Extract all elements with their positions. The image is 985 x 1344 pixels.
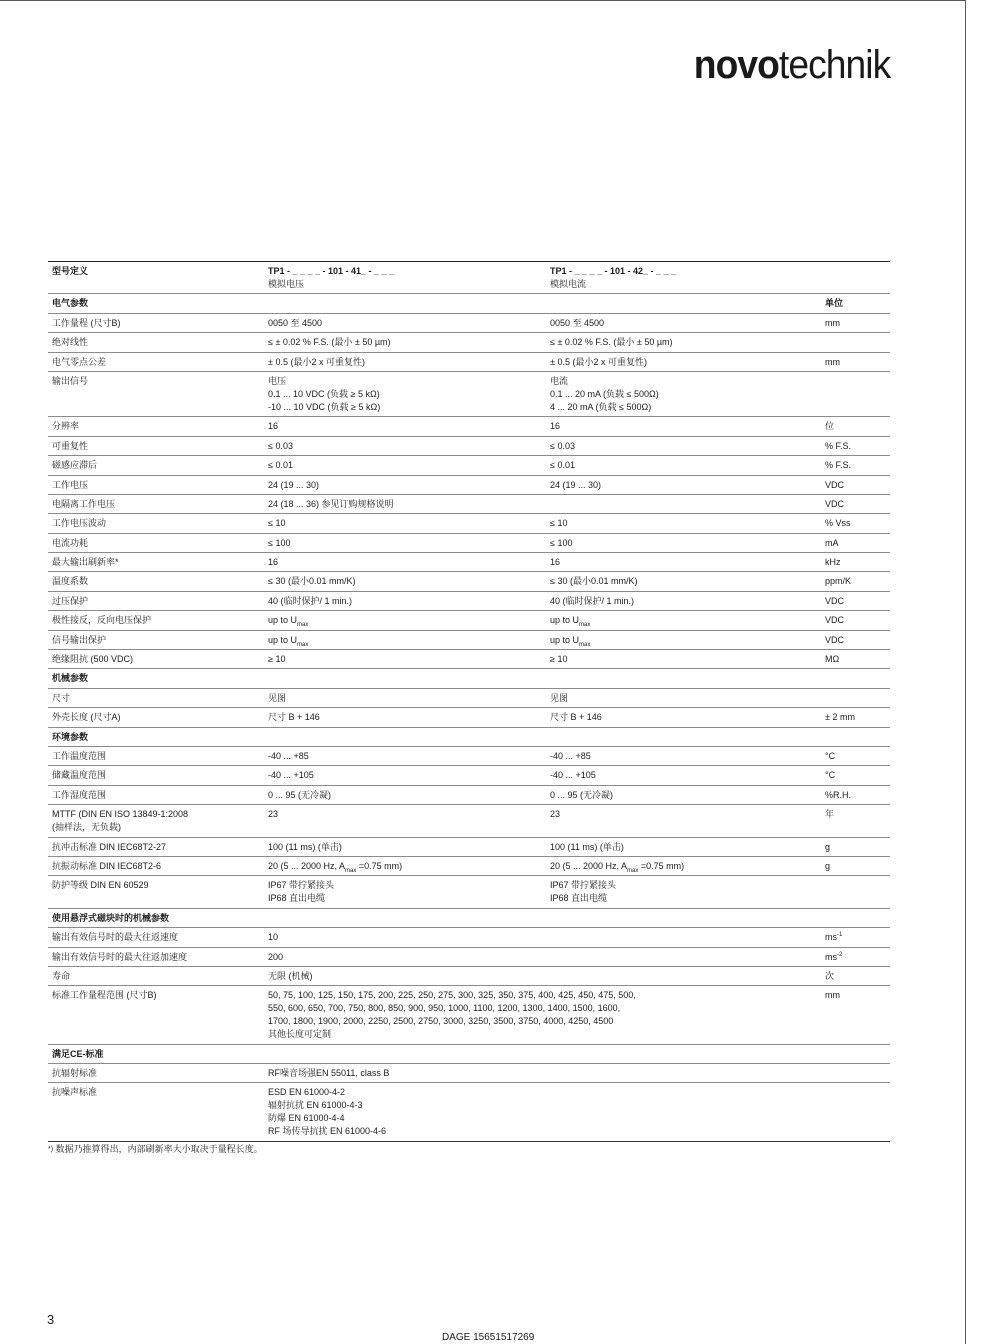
- unit-exponent: -2: [837, 951, 843, 958]
- voltage-value: [264, 856, 546, 875]
- unit: VDC: [821, 475, 890, 494]
- voltage-value: ≤ 0.03: [264, 436, 546, 455]
- current-value: 见图: [546, 688, 821, 707]
- unit: 位: [821, 417, 890, 436]
- current-value: [546, 876, 821, 908]
- value-line: 0.1 ... 10 VDC (负载 ≥ 5 kΩ): [268, 388, 380, 399]
- voltage-value: 16: [264, 417, 546, 436]
- value: [264, 1083, 821, 1141]
- unit: mm: [821, 313, 890, 332]
- current-value: ≤ 30 (最小0.01 mm/K): [546, 572, 821, 591]
- param-label: 极性接反，反向电压保护: [48, 611, 264, 630]
- empty-cell: [264, 908, 546, 927]
- spec-row: [48, 805, 890, 837]
- empty-cell: [821, 1083, 890, 1141]
- unit: °C: [821, 766, 890, 785]
- model-current-type: 模拟电流: [550, 279, 587, 289]
- param-label: 过压保护: [48, 591, 264, 610]
- unit: 次: [821, 966, 890, 985]
- empty-cell: [546, 294, 821, 313]
- page-number: 3: [47, 1312, 55, 1327]
- spec-row: [48, 708, 890, 727]
- param-label: 标准工作量程范围 (尺寸B): [48, 986, 264, 1044]
- voltage-value: 100 (11 ms) (单击): [264, 837, 546, 856]
- param-label: 电隔离工作电压: [48, 494, 264, 513]
- value-line: IP67 带拧紧接头: [550, 880, 617, 891]
- unit: g: [821, 837, 890, 856]
- current-value: 23: [546, 805, 821, 837]
- section-row: [48, 294, 890, 313]
- logo-light-part: technik: [778, 43, 890, 87]
- unit: kHz: [821, 553, 890, 572]
- voltage-value: ≤ 10: [264, 514, 546, 533]
- unit: mA: [821, 533, 890, 552]
- current-value: 40 (临时保护/ 1 min.): [546, 591, 821, 610]
- model-definition-row: [48, 262, 890, 294]
- current-value: [546, 630, 821, 649]
- model-definition-label: 型号定义: [48, 262, 264, 294]
- spec-row: [48, 533, 890, 552]
- current-value: ≤ 0.01: [546, 456, 821, 475]
- current-value: ≤ 0.03: [546, 436, 821, 455]
- value-line: 4 ... 20 mA (负载 ≤ 500Ω): [550, 401, 652, 412]
- unit: VDC: [821, 630, 890, 649]
- value-text: up to U: [550, 615, 580, 626]
- empty-cell: [821, 1064, 890, 1083]
- value-line: ESD EN 61000-4-2: [268, 1087, 346, 1098]
- section-row: [48, 727, 890, 746]
- voltage-value: 见图: [264, 688, 546, 707]
- label-line: (抽样法，无负载): [52, 822, 121, 833]
- section-row: [48, 1044, 890, 1063]
- value-subscript: max: [297, 641, 309, 648]
- unit: °C: [821, 746, 890, 765]
- value-line: 550, 600, 650, 700, 750, 800, 850, 900, 950, 1000, 1100, 1200, 1300, 1400, 1500, 1600,: [268, 1003, 621, 1014]
- spec-row: [48, 785, 890, 804]
- value-line: RF 场传导抗扰 EN 61000-4-6: [268, 1126, 387, 1137]
- voltage-value: 16: [264, 553, 546, 572]
- empty-cell: [546, 727, 821, 746]
- current-value: [546, 371, 821, 416]
- unit: 年: [821, 805, 890, 837]
- footer-contact-code: DAGE 15651517269: [442, 1332, 535, 1343]
- spec-row: [48, 947, 890, 966]
- param-label: [48, 805, 264, 837]
- current-value: ± 0.5 (最小2 x 可重复性): [546, 352, 821, 371]
- footnote-marker: *): [48, 1146, 54, 1153]
- voltage-value: -40 ... +85: [264, 746, 546, 765]
- current-value: ≤ 10: [546, 514, 821, 533]
- current-value: [546, 856, 821, 875]
- value-text: up to U: [268, 634, 298, 645]
- unit-header: 单位: [821, 294, 890, 313]
- spec-row: [48, 876, 890, 908]
- current-value: 24 (19 ... 30): [546, 475, 821, 494]
- value-line: IP68 直出电缆: [550, 893, 608, 904]
- spec-row: [48, 352, 890, 371]
- param-label: 工作电压: [48, 475, 264, 494]
- spec-row: [48, 553, 890, 572]
- param-label: 防护等级 DIN EN 60529: [48, 876, 264, 908]
- value-line: 辐射抗扰 EN 61000-4-3: [268, 1100, 363, 1111]
- param-label: 温度系数: [48, 572, 264, 591]
- current-value: 0050 至 4500: [546, 313, 821, 332]
- value-text: 20 (5 ... 2000 Hz, A: [550, 860, 628, 871]
- voltage-value: -40 ... +105: [264, 766, 546, 785]
- spec-row: [48, 766, 890, 785]
- param-label: 输出信号: [48, 371, 264, 416]
- model-voltage-type: 模拟电压: [268, 279, 305, 289]
- spec-row: [48, 837, 890, 856]
- value-line: 50, 75, 100, 125, 150, 175, 200, 225, 250, 275, 300, 325, 350, 375, 400, 425, 450, 475, 500,: [268, 990, 636, 1001]
- current-value: 16: [546, 417, 821, 436]
- voltage-value: [264, 630, 546, 649]
- voltage-value: 24 (18 ... 36) 参见订购规格说明: [264, 494, 821, 513]
- value-line: 电压: [268, 375, 287, 386]
- value-subscript: max: [579, 641, 591, 648]
- voltage-value: 23: [264, 805, 546, 837]
- section-title: 环境参数: [48, 727, 264, 746]
- empty-cell: [821, 908, 890, 927]
- spec-row: [48, 514, 890, 533]
- empty-cell: [264, 727, 546, 746]
- label-line: MTTF (DIN EN ISO 13849-1:2008: [52, 809, 189, 820]
- empty-cell: [821, 876, 890, 908]
- footnote: [48, 1143, 263, 1156]
- value-line: 0.1 ... 20 mA (负载 ≤ 500Ω): [550, 388, 659, 399]
- spec-row: [48, 371, 890, 416]
- current-value: 100 (11 ms) (单击): [546, 837, 821, 856]
- spec-row: [48, 333, 890, 352]
- voltage-value: 0050 至 4500: [264, 313, 546, 332]
- empty-cell: [821, 669, 890, 688]
- voltage-value: ≤ 100: [264, 533, 546, 552]
- current-value: ≤ ± 0.02 % F.S. (最小 ± 50 µm): [546, 333, 821, 352]
- current-value: ≥ 10: [546, 650, 821, 669]
- param-label: 电气零点公差: [48, 352, 264, 371]
- empty-cell: [821, 371, 890, 416]
- value-line: 电流: [550, 375, 569, 386]
- voltage-value: ≥ 10: [264, 650, 546, 669]
- param-label: 抗噪声标准: [48, 1083, 264, 1141]
- current-value: -40 ... +105: [546, 766, 821, 785]
- value-subscript: max: [297, 622, 309, 629]
- empty-cell: [546, 908, 821, 927]
- param-label: 信号输出保护: [48, 630, 264, 649]
- unit: ± 2 mm: [821, 708, 890, 727]
- param-label: 工作温度范围: [48, 746, 264, 765]
- voltage-value: [264, 611, 546, 630]
- unit: VDC: [821, 611, 890, 630]
- current-value: 0 ... 95 (无冷凝): [546, 785, 821, 804]
- param-label: 工作湿度范围: [48, 785, 264, 804]
- model-voltage: [264, 262, 546, 294]
- unit: [821, 928, 890, 947]
- param-label: 绝对线性: [48, 333, 264, 352]
- param-label: 外壳长度 (尺寸A): [48, 708, 264, 727]
- empty-cell: [546, 1044, 821, 1063]
- value-subscript: max: [579, 622, 591, 629]
- unit: mm: [821, 986, 890, 1044]
- param-label: 最大输出刷新率*: [48, 553, 264, 572]
- unit: % F.S.: [821, 436, 890, 455]
- empty-cell: [264, 294, 546, 313]
- model-voltage-code: TP1 - _ _ _ _ - 101 - 41_ - _ _ _: [268, 266, 395, 276]
- value-line: 1700, 1800, 1900, 2000, 2250, 2500, 2750, 3000, 3250, 3500, 3750, 4000, 4250, 4500: [268, 1016, 614, 1027]
- section-title: 电气参数: [48, 294, 264, 313]
- param-label: 储藏温度范围: [48, 766, 264, 785]
- voltage-value: ≤ 0.01: [264, 456, 546, 475]
- unit: % Vss: [821, 514, 890, 533]
- spec-row: [48, 986, 890, 1044]
- section-row: [48, 908, 890, 927]
- current-value: -40 ... +85: [546, 746, 821, 765]
- spec-row: [48, 1064, 890, 1083]
- spec-row: [48, 436, 890, 455]
- value: RF噪音场强EN 55011, class B: [264, 1064, 821, 1083]
- unit-text: ms: [825, 951, 837, 962]
- spec-row: [48, 313, 890, 332]
- value-line: 防爆 EN 61000-4-4: [268, 1113, 345, 1124]
- unit: g: [821, 856, 890, 875]
- unit: VDC: [821, 494, 890, 513]
- section-title: 满足CE-标准: [48, 1044, 264, 1063]
- empty-cell: [546, 669, 821, 688]
- current-value: 尺寸 B + 146: [546, 708, 821, 727]
- unit: MΩ: [821, 650, 890, 669]
- logo-bold-part: novo: [693, 43, 779, 87]
- value-line: -10 ... 10 VDC (负载 ≥ 5 kΩ): [268, 401, 381, 412]
- param-label: 尺寸: [48, 688, 264, 707]
- voltage-value: ± 0.5 (最小2 x 可重复性): [264, 352, 546, 371]
- value-line: IP67 带拧紧接头: [268, 880, 335, 891]
- spec-row: [48, 572, 890, 591]
- param-label: 抗振动标准 DIN IEC68T2-6: [48, 856, 264, 875]
- unit: VDC: [821, 591, 890, 610]
- value-text: =0.75 mm): [638, 860, 685, 871]
- section-row: [48, 669, 890, 688]
- unit-exponent: -1: [837, 932, 843, 939]
- section-title: 机械参数: [48, 669, 264, 688]
- param-label: 工作电压波动: [48, 514, 264, 533]
- voltage-value: 0 ... 95 (无冷凝): [264, 785, 546, 804]
- spec-row: [48, 1083, 890, 1141]
- value-text: 20 (5 ... 2000 Hz, A: [268, 860, 346, 871]
- spec-row: [48, 456, 890, 475]
- unit-text: ms: [825, 932, 837, 943]
- value: 200: [264, 947, 821, 966]
- value: [264, 986, 821, 1044]
- voltage-value: [264, 371, 546, 416]
- spec-row: [48, 928, 890, 947]
- spec-row: [48, 494, 890, 513]
- spec-table: [48, 261, 890, 1142]
- empty-cell: [821, 1044, 890, 1063]
- spec-row: [48, 611, 890, 630]
- empty-cell: [821, 262, 890, 294]
- value-text: up to U: [268, 615, 298, 626]
- unit: %R.H.: [821, 785, 890, 804]
- param-label: 分辨率: [48, 417, 264, 436]
- value-line: 其他长度可定制: [268, 1029, 332, 1040]
- empty-cell: [264, 669, 546, 688]
- value-subscript: max: [345, 867, 357, 874]
- unit: mm: [821, 352, 890, 371]
- param-label: 输出有效信号时的最大往返速度: [48, 928, 264, 947]
- param-label: 工作量程 (尺寸B): [48, 313, 264, 332]
- current-value: 16: [546, 553, 821, 572]
- voltage-value: 尺寸 B + 146: [264, 708, 546, 727]
- empty-cell: [821, 333, 890, 352]
- param-label: 寿命: [48, 966, 264, 985]
- param-label: 绝缘阻抗 (500 VDC): [48, 650, 264, 669]
- empty-cell: [264, 1044, 546, 1063]
- unit: % F.S.: [821, 456, 890, 475]
- spec-row: [48, 966, 890, 985]
- value: 无限 (机械): [264, 966, 821, 985]
- model-current-code: TP1 - _ _ _ _ - 101 - 42_ - _ _ _: [550, 266, 677, 276]
- spec-row: [48, 856, 890, 875]
- current-value: ≤ 100: [546, 533, 821, 552]
- voltage-value: ≤ 30 (最小0.01 mm/K): [264, 572, 546, 591]
- current-value: [546, 611, 821, 630]
- empty-cell: [821, 688, 890, 707]
- model-current: [546, 262, 821, 294]
- voltage-value: 24 (19 ... 30): [264, 475, 546, 494]
- voltage-value: 40 (临时保护/ 1 min.): [264, 591, 546, 610]
- spec-row: [48, 688, 890, 707]
- spec-row: [48, 630, 890, 649]
- param-label: 电流功耗: [48, 533, 264, 552]
- empty-cell: [821, 727, 890, 746]
- param-label: 抗辐射标准: [48, 1064, 264, 1083]
- param-label: 抗冲击标准 DIN IEC68T2-27: [48, 837, 264, 856]
- footnote-text: 数据乃推算得出，内部刷新率大小取决于量程长度。: [55, 1144, 263, 1154]
- voltage-value: ≤ ± 0.02 % F.S. (最小 ± 50 µm): [264, 333, 546, 352]
- value-subscript: max: [627, 867, 639, 874]
- spec-row: [48, 746, 890, 765]
- param-label: 磁感应滞后: [48, 456, 264, 475]
- section-title: 使用悬浮式磁块时的机械参数: [48, 908, 264, 927]
- unit: ppm/K: [821, 572, 890, 591]
- spec-row: [48, 591, 890, 610]
- unit: [821, 947, 890, 966]
- spec-row: [48, 475, 890, 494]
- value-text: =0.75 mm): [356, 860, 403, 871]
- value-line: IP68 直出电缆: [268, 893, 326, 904]
- value: 10: [264, 928, 821, 947]
- spec-row: [48, 650, 890, 669]
- spec-row: [48, 417, 890, 436]
- param-label: 输出有效信号时的最大往返加速度: [48, 947, 264, 966]
- voltage-value: [264, 876, 546, 908]
- novotechnik-logo: [693, 43, 890, 87]
- value-text: up to U: [550, 634, 580, 645]
- param-label: 可重复性: [48, 436, 264, 455]
